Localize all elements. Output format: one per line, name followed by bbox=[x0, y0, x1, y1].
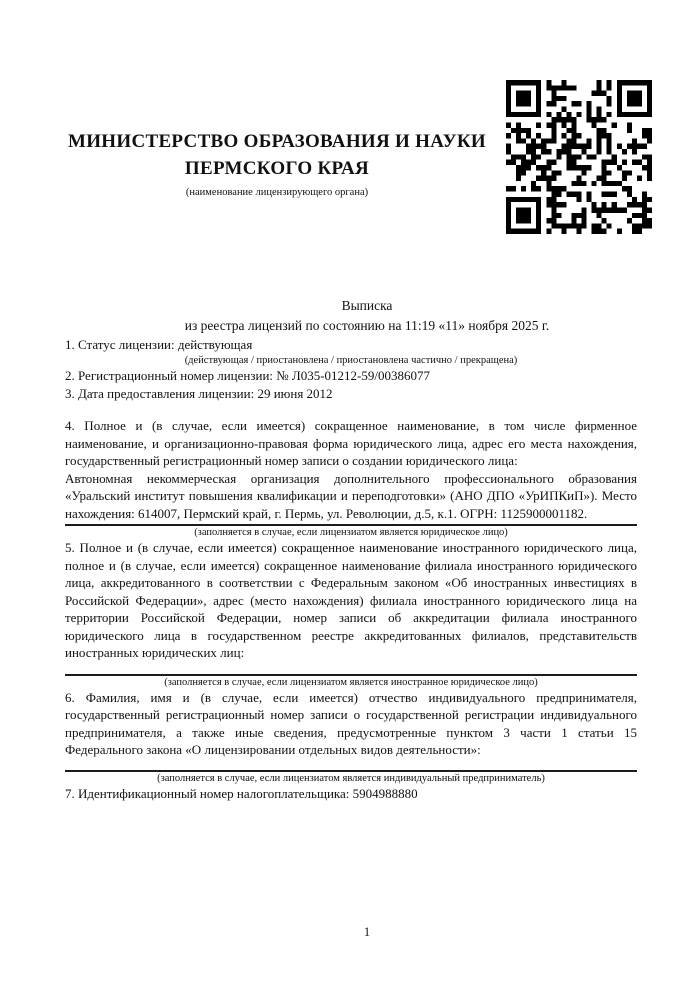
item-2-registration-number: 2. Регистрационный номер лицензии: № Л035-01212-59/00386077 bbox=[65, 368, 431, 383]
item-7-taxpayer-number: 7. Идентификационный номер налогоплательщика: 5904988880 bbox=[65, 785, 418, 801]
item-4-legal-entity bbox=[65, 417, 637, 522]
item-6-caption: (заполняется в случае, если лицензиатом является индивидуальный предприниматель) bbox=[157, 772, 545, 784]
document-title: Выписка bbox=[341, 298, 393, 313]
document-date-line: из реестра лицензий по состоянию на 11:19 «11» ноября 2025 г. bbox=[184, 318, 550, 333]
item-3-grant-date: 3. Дата предоставления лицензии: 29 июня 2012 bbox=[65, 386, 333, 401]
item-5-foreign-entity: 5. Полное и (в случае, если имеется) сокращенное наименование иностранного юридического лица, полное и (в случае, если имеется) сокращенное наименование филиала иностранного юридического лица, аккредитованного в соответствии с Федеральным законом «Об иностранных инвестициях в Российской Федерации», адрес (место нахождения) филиала иностранного юридического лица на территории Российской Федерации, номер записи об аккредитации филиала иностранного юридического лица в государственном реестре аккредитованных филиалов, представительств иностранных юридических лиц: bbox=[65, 540, 637, 660]
item-5-caption: (заполняется в случае, если лицензиатом является иностранное юридическое лицо) bbox=[164, 676, 538, 688]
ministry-name-line1: МИНИСТЕРСТВО ОБРАЗОВАНИЯ И НАУКИ bbox=[67, 131, 487, 152]
document-title-block bbox=[65, 296, 669, 336]
item-4-caption: (заполняется в случае, если лицензиатом является юридическое лицо) bbox=[194, 527, 508, 538]
licensing-authority-block bbox=[65, 128, 489, 199]
item-6-individual-entrepreneur: 6. Фамилия, имя и (в случае, если имеется) отчество индивидуального предпринимателя, государственный регистрационный номер записи о государственной регистрации индивидуального предпринимателя, а также иные сведения, предусмотренные пунктом 3 части 1 статьи 15 Федерального закона «О лицензировании отдельных видов деятельности»: bbox=[65, 689, 637, 757]
item-1-caption: (действующая / приостановлена / приостановлена частично / прекращена) bbox=[184, 355, 518, 366]
document-header bbox=[0, 0, 700, 240]
document-body bbox=[65, 336, 637, 803]
ministry-caption: (наименование лицензирующего органа) bbox=[185, 187, 369, 198]
ministry-name-line2: ПЕРМСКОГО КРАЯ bbox=[184, 158, 370, 179]
item-1-license-status: 1. Статус лицензии: действующая bbox=[65, 337, 253, 352]
item-4-label: 4. Полное и (в случае, если имеется) сокращенное наименование, в том числе фирменное наименование, и организационно-правовая форма юридического лица, адрес его места нахождения, государственный регистрационный номер записи о создании юридического лица: bbox=[65, 418, 637, 468]
page-number: 1 bbox=[363, 925, 371, 939]
item-4-value: Автономная некоммерческая организация дополнительного профессионального образования «Уральский институт повышения квалификации и переподготовки» (АНО ДПО «УрИПКиП»). Место нахождения: 614007, Пермский край, г. Пермь, ул. Революции, д.5, к.1. ОГРН: 1125900001182. bbox=[65, 470, 637, 521]
qr-code-icon bbox=[506, 80, 652, 234]
